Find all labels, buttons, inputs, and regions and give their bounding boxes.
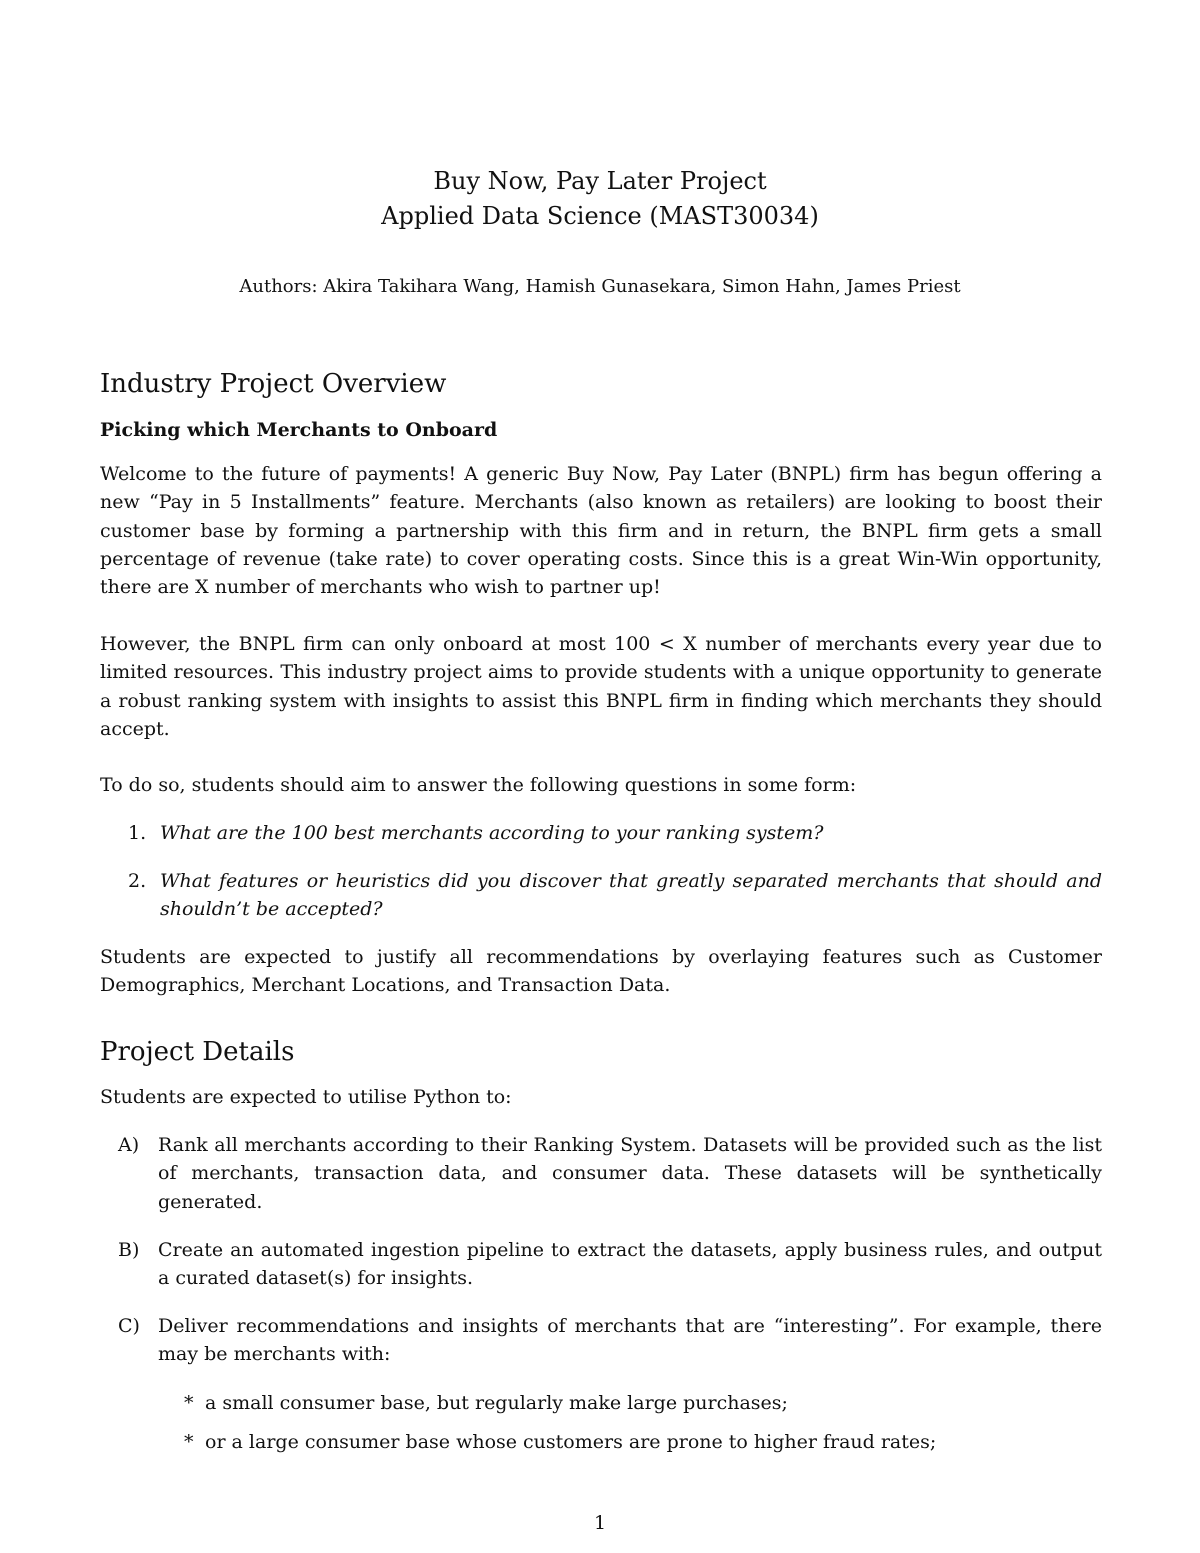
paragraph-welcome: Welcome to the future of payments! A generic Buy Now, Pay Later (BNPL) firm has begun offering a new “Pay in 5 Installments” feature. Merchants (also known as retailers) are looking to boost their customer base by forming a partnership with this firm and in return, the BNPL firm gets a small percentage of revenue (take rate) to cover operating costs. Since this is a great Win-Win opportunity, there are X number of merchants who wish to partner up! bbox=[100, 463, 1102, 599]
paragraph-justify: Students are expected to justify all recommendations by overlaying features such as Customer Demographics, Merchant Locations, and Transaction Data. bbox=[100, 946, 1102, 997]
question-item: What features or heuristics did you discover that greatly separated merchants that should and shouldn’t be accepted? bbox=[160, 870, 1102, 921]
paragraph-details-intro: Students are expected to utilise Python to: bbox=[100, 1086, 512, 1108]
bullet-marker: * bbox=[184, 1431, 194, 1453]
section-heading-project-details: Project Details bbox=[100, 1037, 295, 1067]
question-marker: 1. bbox=[128, 822, 147, 844]
bullet-item: a small consumer base, but regularly make large purchases; bbox=[205, 1392, 788, 1414]
detail-item: Create an automated ingestion pipeline to extract the datasets, apply business rules, and output a curated dataset(s) for insights. bbox=[158, 1239, 1102, 1290]
section-heading-overview: Industry Project Overview bbox=[100, 369, 447, 399]
detail-item: Deliver recommendations and insights of merchants that are “interesting”. For example, there may be merchants with: bbox=[158, 1315, 1102, 1366]
detail-item: Rank all merchants according to their Ranking System. Datasets will be provided such as the list of merchants, transaction data, and consumer data. These datasets will be synthetically generated. bbox=[158, 1134, 1102, 1213]
detail-marker: C) bbox=[118, 1315, 140, 1337]
document-subtitle: Applied Data Science (MAST30034) bbox=[381, 202, 819, 230]
detail-marker: A) bbox=[118, 1134, 140, 1156]
bullet-item: or a large consumer base whose customers are prone to higher fraud rates; bbox=[205, 1431, 937, 1453]
paragraph-to-do-so: To do so, students should aim to answer the following questions in some form: bbox=[100, 774, 857, 796]
paragraph-however: However, the BNPL firm can only onboard at most 100 < X number of merchants every year due to limited resources. This industry project aims to provide students with a unique opportunity to generate a robust ranking system with insights to assist this BNPL firm in finding which merchants they should accept. bbox=[100, 633, 1102, 740]
page-number: 1 bbox=[593, 1512, 607, 1534]
document-title: Buy Now, Pay Later Project bbox=[433, 167, 767, 195]
question-marker: 2. bbox=[128, 870, 147, 892]
bullet-marker: * bbox=[184, 1392, 194, 1414]
detail-marker: B) bbox=[118, 1239, 140, 1261]
authors-line: Authors: Akira Takihara Wang, Hamish Gunasekara, Simon Hahn, James Priest bbox=[239, 276, 961, 297]
question-item: What are the 100 best merchants according to your ranking system? bbox=[160, 822, 824, 844]
subsection-heading-picking-merchants: Picking which Merchants to Onboard bbox=[100, 419, 498, 441]
